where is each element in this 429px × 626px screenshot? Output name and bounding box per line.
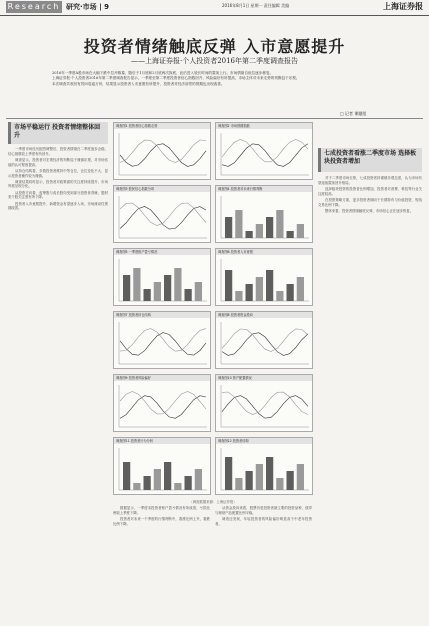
chart-title: 调查图8 投资者资金投向 bbox=[216, 312, 312, 318]
chart-plot bbox=[219, 384, 311, 430]
chart-bar bbox=[185, 289, 192, 301]
chart-plot bbox=[219, 132, 311, 178]
chart-bar bbox=[133, 268, 140, 301]
chart-series-line bbox=[222, 396, 308, 419]
chart-bar bbox=[266, 217, 273, 238]
subheadline: ——上海证券报·个人投资者2016年第二季度调查报告 bbox=[130, 57, 299, 65]
chart-bar bbox=[164, 275, 171, 301]
chart-bar bbox=[225, 457, 232, 490]
chart-bar bbox=[154, 469, 161, 490]
chart-plot bbox=[219, 321, 311, 367]
section-label: 研究·市场 | 9 bbox=[66, 3, 109, 11]
chart-axis bbox=[221, 448, 309, 490]
chart-axis bbox=[221, 196, 309, 238]
chart-bar bbox=[185, 476, 192, 490]
paragraph: 一季度市场经历剧烈调整后，投资者情绪在二季度逐步企稳，信心指数较上季度有所回升。 bbox=[8, 147, 108, 156]
lead-paragraph bbox=[52, 71, 376, 87]
chart-bar bbox=[235, 478, 242, 490]
chart-panel bbox=[113, 311, 211, 369]
chart-bar bbox=[287, 231, 294, 238]
chart-panel bbox=[215, 374, 313, 432]
chart-bar bbox=[123, 462, 130, 490]
right-section-title: 七成投资者看涨二季度市场 选择板块投资者增加 bbox=[318, 148, 422, 172]
chart-bar bbox=[246, 231, 253, 238]
chart-plot bbox=[117, 447, 209, 493]
paragraph: 从资金投向来看，股票仍是投资者最主要的投资品种，债券与理财产品配置比例平稳。 bbox=[215, 506, 312, 515]
chart-bar bbox=[133, 483, 140, 490]
chart-bar bbox=[235, 210, 242, 238]
paragraph: 从持仓结构看，多数投资者维持中等仓位，仓位变化不大，显示投资者操作较为谨慎。 bbox=[8, 168, 108, 178]
chart-plot bbox=[219, 258, 311, 304]
article-column-right bbox=[318, 176, 422, 620]
lead-line: 上海证券报·个人投资者2016年第二季度调查报告显示，一季度至第二季度投资者信心指数回升，风险偏好有所提高，市场主体对未来走势的判断趋于乐观。 bbox=[52, 76, 300, 81]
chart-bar bbox=[144, 289, 151, 301]
chart-bar bbox=[276, 478, 283, 490]
chart-bar bbox=[174, 268, 181, 301]
chart-title: 调查图9 投资者风险偏好 bbox=[114, 375, 210, 381]
chart-bar bbox=[256, 277, 263, 301]
paragraph: 对于二季度市场走势，七成投资者持谨慎乐观态度，认为市场有望延续震荡回升格局。 bbox=[318, 176, 422, 185]
chart-panel bbox=[215, 248, 313, 306]
chart-title: 调查图7 投资者持仓结构 bbox=[114, 312, 210, 318]
chart-bar bbox=[195, 469, 202, 490]
chart-bar bbox=[287, 471, 294, 490]
chart-bar bbox=[297, 464, 304, 490]
paragraph: 调查显示，投资者对宏观经济的判断趋于谨慎乐观，对市场估值的认可程度提高。 bbox=[8, 157, 108, 167]
chart-title: 调查图6 投资者入市意愿 bbox=[216, 249, 312, 255]
chart-bar bbox=[225, 270, 232, 301]
chart-plot bbox=[117, 132, 209, 178]
headline: 投资者情绪触底反弹 入市意愿提升 bbox=[83, 37, 346, 56]
paragraph: 调查还发现，年轻投资者的风险偏好明显高于中老年投资者。 bbox=[215, 516, 312, 526]
chart-plot bbox=[117, 321, 209, 367]
paragraph: 选择板块投资的投资者比例增加，投资者对消费、科技等行业关注度较高。 bbox=[318, 186, 422, 196]
chart-title: 调查图12 投资者结构 bbox=[216, 438, 312, 444]
chart-panel bbox=[113, 248, 211, 306]
chart-axis bbox=[119, 259, 207, 301]
chart-axis bbox=[119, 196, 207, 238]
chart-panel bbox=[215, 185, 313, 243]
paragraph: 投资者对未来一个季度的行情判断中，看涨比例上升，看跌比例下降。 bbox=[113, 516, 210, 526]
chart-series-line bbox=[222, 392, 308, 415]
chart-axis bbox=[221, 259, 309, 301]
chart-series-line bbox=[120, 207, 206, 230]
chart-bar bbox=[123, 275, 130, 301]
chart-axis bbox=[221, 385, 309, 427]
paper-name: 上海证券报 bbox=[383, 1, 423, 11]
chart-series-line bbox=[222, 144, 308, 167]
chart-bar bbox=[256, 224, 263, 238]
article-column-mid-b bbox=[215, 506, 312, 620]
chart-panel bbox=[113, 122, 211, 180]
paragraph: 投资者入市意愿提升，新增资金有望逐步入场，市场流动性预期改善。 bbox=[8, 201, 108, 211]
chart-bar bbox=[276, 210, 283, 238]
paragraph: 从投资方向看，蓝筹股与成长股均受到部分投资者青睐，题材类个股关注度有所下降。 bbox=[8, 190, 108, 200]
chart-plot bbox=[117, 195, 209, 241]
chart-panel bbox=[215, 122, 313, 180]
chart-title: 调查图3 股民信心指数分项 bbox=[114, 186, 210, 192]
chart-title: 调查图11 投资者行为分析 bbox=[114, 438, 210, 444]
chart-plot bbox=[219, 447, 311, 493]
paragraph: 在投资策略方面，更多投资者倾向于长期持有与价值投资，短线交易比例下降。 bbox=[318, 197, 422, 207]
chart-bar bbox=[246, 471, 253, 490]
chart-caption: （调查数据来源：上海证券报） bbox=[189, 500, 237, 504]
chart-bar bbox=[266, 270, 273, 301]
chart-plot bbox=[117, 384, 209, 430]
chart-bar bbox=[195, 282, 202, 301]
chart-series-line bbox=[120, 329, 206, 352]
chart-bar bbox=[164, 462, 171, 490]
chart-bar bbox=[174, 483, 181, 490]
chart-plot bbox=[117, 258, 209, 304]
left-section-title: 市场平稳运行 投资者情绪整体回升 bbox=[8, 122, 108, 144]
chart-bar bbox=[225, 217, 232, 238]
chart-series-line bbox=[120, 396, 206, 419]
article-column-mid-a bbox=[113, 506, 210, 620]
chart-bar bbox=[144, 476, 151, 490]
chart-axis bbox=[119, 322, 207, 364]
chart-series-line bbox=[120, 140, 206, 163]
lead-line: 本次调查共收回有效问卷逾万份，结果显示投资者入市意愿有所提升，投资者对经济前景的预期也出现改善。 bbox=[52, 81, 225, 86]
chart-bar bbox=[276, 291, 283, 301]
chart-bar bbox=[256, 464, 263, 490]
chart-title: 调查图2 市场预期指数 bbox=[216, 123, 312, 129]
paragraph: 调查结果同时显示，投资者对政策面的关注度持续提升，市场风格呈现分化。 bbox=[8, 179, 108, 189]
chart-bar bbox=[266, 457, 273, 490]
lead-line: 2016年一季度A股市场在大幅下跌中拉开帷幕，随后于1月底和2月底两次探底，此后进入较长时间的震荡上行。市场情绪自低位逐步修复。 bbox=[52, 71, 274, 75]
chart-title: 调查图5 一季度账户盈亏情况 bbox=[114, 249, 210, 255]
chart-panel bbox=[215, 437, 313, 495]
chart-bar bbox=[154, 282, 161, 301]
section-logo: Research bbox=[7, 2, 61, 11]
chart-plot bbox=[219, 195, 311, 241]
article-column-left bbox=[8, 147, 108, 617]
chart-title: 调查图10 资产配置情况 bbox=[216, 375, 312, 381]
masthead bbox=[0, 0, 429, 16]
paragraph: 数据显示，一季度末投资者账户盈亏情况有所改善，亏损比例较上季度下降。 bbox=[113, 506, 210, 515]
paragraph: 整体来看，投资者情绪触底反弹，市场信心正在逐步恢复。 bbox=[325, 208, 414, 213]
chart-series-line bbox=[222, 333, 308, 356]
chart-bar bbox=[297, 277, 304, 301]
chart-bar bbox=[287, 284, 294, 301]
chart-axis bbox=[119, 133, 207, 175]
chart-series-line bbox=[120, 144, 206, 167]
chart-panel bbox=[113, 374, 211, 432]
chart-bar bbox=[297, 224, 304, 238]
chart-title: 调查图1 投资者信心指数走势 bbox=[114, 123, 210, 129]
chart-title: 调查图4 投资者对未来行情判断 bbox=[216, 186, 312, 192]
divider bbox=[6, 118, 423, 119]
chart-bar bbox=[246, 284, 253, 301]
chart-axis bbox=[119, 448, 207, 490]
chart-panel bbox=[113, 437, 211, 495]
chart-axis bbox=[221, 322, 309, 364]
chart-bar bbox=[235, 291, 242, 301]
chart-panel bbox=[113, 185, 211, 243]
byline: □ 记者 课题组 bbox=[340, 111, 367, 116]
issue-meta: 2016年8月1日 星期一 责任编辑 美编 bbox=[222, 3, 290, 8]
chart-panel bbox=[215, 311, 313, 369]
